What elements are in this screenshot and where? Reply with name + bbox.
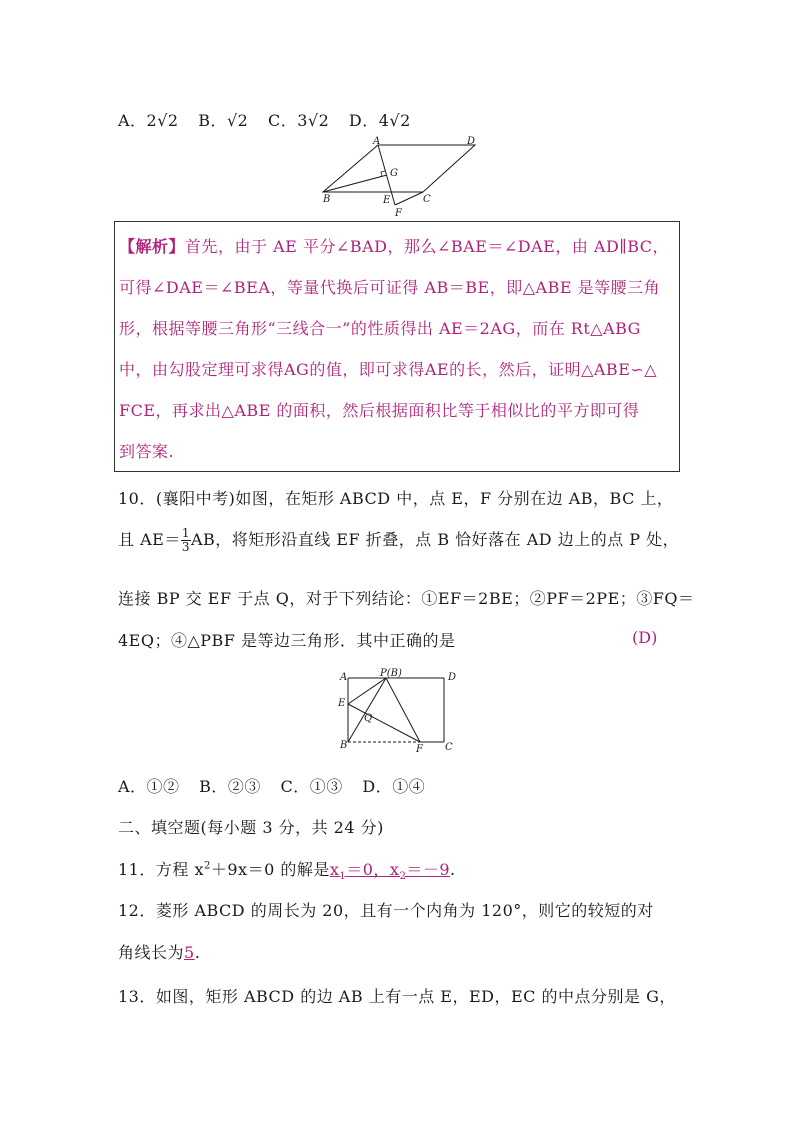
rectangle-fold-figure xyxy=(332,668,460,756)
option-a: A．2√2 xyxy=(118,111,179,130)
q11 xyxy=(118,857,456,882)
option-d: D．4√2 xyxy=(348,111,411,130)
analysis-line-4: 中，由勾股定理可求得AG的值，即可求得AE的长，然后，证明△ABE∽△ xyxy=(119,360,658,379)
q11-ans2b: ＝－9 xyxy=(406,860,451,879)
q10-line-2-post: AB，将矩形沿直线 EF 折叠，点 B 恰好落在 AD 边上的点 P 处， xyxy=(190,530,680,549)
q13-line-1: 13．如图，矩形 ABCD 的边 AB 上有一点 E，ED，EC 的中点分别是 G， xyxy=(118,987,676,1006)
analysis-tag: 【解析】 xyxy=(119,237,186,256)
fraction-denominator: 3 xyxy=(181,540,190,554)
option-c: C．3√2 xyxy=(267,111,330,130)
option-d: D．①④ xyxy=(362,777,426,796)
q11-sub2: 2 xyxy=(399,871,407,883)
q11-ans1: x xyxy=(329,860,340,879)
analysis-line-2: 可得∠DAE＝∠BEA，等量代换后可证得 AB＝BE，即△ABE 是等腰三角 xyxy=(119,278,661,297)
analysis-line-3: 形，根据等腰三角形“三线合一”的性质得出 AE＝2AG，而在 Rt△ABG xyxy=(119,319,641,338)
option-b: B．②③ xyxy=(199,777,261,796)
q11-sup: 2 xyxy=(203,860,211,872)
parallelogram-figure xyxy=(315,135,485,220)
section-heading: 二、填空题(每小题 3 分，共 24 分) xyxy=(118,818,384,837)
q10-line-4: 4EQ；④△PBF 是等边三角形．其中正确的是 xyxy=(118,631,456,650)
label-F: F xyxy=(395,208,402,219)
label-Q: Q xyxy=(364,713,373,724)
label-E: E xyxy=(338,698,346,709)
analysis-box xyxy=(114,221,680,472)
q11-end: . xyxy=(450,860,456,879)
label-B: B xyxy=(323,194,331,205)
label-B: B xyxy=(340,740,348,751)
q10-line-2 xyxy=(118,527,679,554)
q10-line-1: 10．(襄阳中考)如图，在矩形 ABCD 中，点 E，F 分别在边 AB，BC 上， xyxy=(118,489,674,508)
label-C: C xyxy=(423,194,431,205)
q11-ans1b: ＝0，x xyxy=(346,860,400,879)
q11-mid: ＋9x＝0 的解是 xyxy=(210,860,330,879)
analysis-line-5: FCE，再求出△ABE 的面积，然后根据面积比等于相似比的平方即可得 xyxy=(119,401,640,420)
label-D: D xyxy=(448,672,457,683)
q10-line-3: 连接 BP 交 EF 于点 Q，对于下列结论：①EF＝2BE；②PF＝2PE；③FQ＝ xyxy=(118,589,695,608)
q12-end: . xyxy=(194,943,201,962)
option-c: C．①③ xyxy=(280,777,343,796)
q11-pre: 11．方程 x xyxy=(118,860,204,879)
q10-line-2-pre: 且 AE＝ xyxy=(118,530,181,549)
q10-options xyxy=(118,774,439,797)
q12-line-1: 12．菱形 ABCD 的周长为 20，且有一个内角为 120°，则它的较短的对 xyxy=(118,901,654,920)
q12-line-2 xyxy=(118,940,200,963)
label-F: F xyxy=(416,744,423,755)
q11-answer xyxy=(329,860,451,883)
option-a: A．①② xyxy=(118,777,180,796)
fraction-numerator: 1 xyxy=(181,526,190,540)
q10-answer: (D) xyxy=(632,628,658,647)
label-A: A xyxy=(373,136,381,147)
analysis-line-6: 到答案. xyxy=(119,442,175,461)
q11-sub1: 1 xyxy=(339,871,347,883)
analysis-line-1: 首先，由于 AE 平分∠BAD，那么∠BAE＝∠DAE，由 AD∥BC， xyxy=(185,237,669,256)
fraction xyxy=(181,527,191,554)
label-C: C xyxy=(445,742,453,753)
option-b: B．√2 xyxy=(198,111,249,130)
label-A: A xyxy=(340,672,348,683)
label-G: G xyxy=(390,168,398,179)
q12-answer: 5 xyxy=(184,943,195,962)
q9-options xyxy=(118,108,425,131)
label-D: D xyxy=(467,136,476,147)
label-E: E xyxy=(383,195,391,206)
q12-line-2-pre: 角线长为 xyxy=(118,943,185,962)
label-PB: P(B) xyxy=(380,668,402,679)
